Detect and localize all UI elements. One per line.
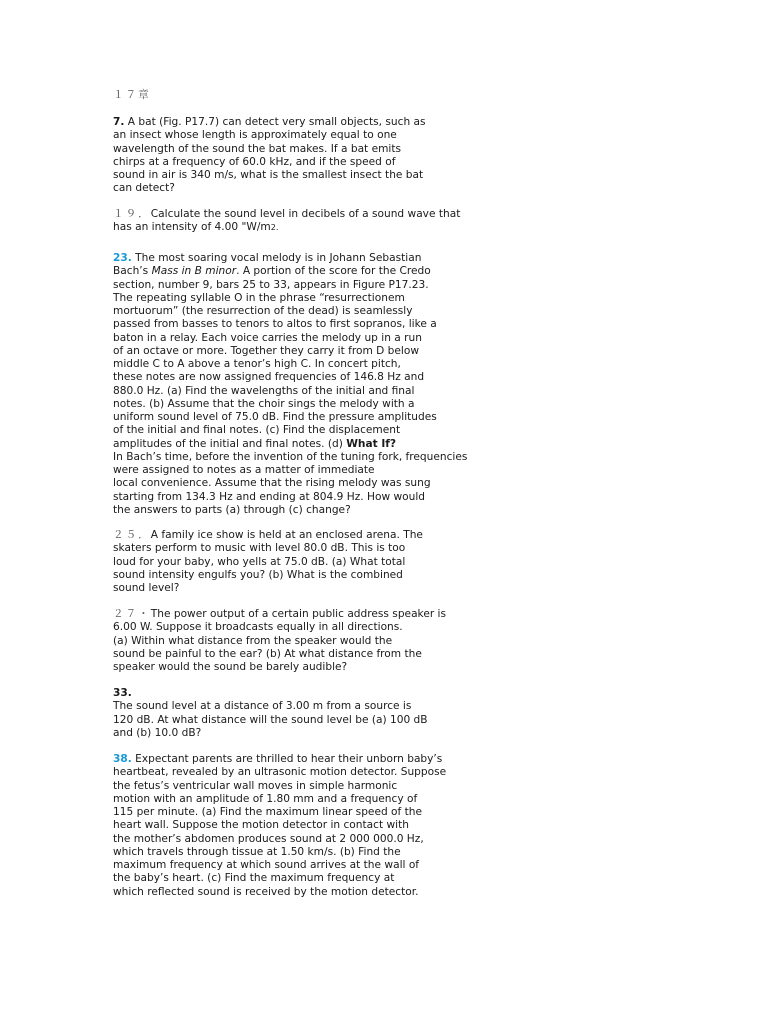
work-title: Mass in B minor bbox=[151, 265, 237, 278]
problem-text-line: local convenience. Assume that the rising melody was sung bbox=[113, 477, 431, 490]
chapter-heading bbox=[113, 89, 151, 102]
problem-number: ２７・ bbox=[113, 608, 151, 620]
problem-number: ２５． bbox=[113, 529, 151, 541]
problem-text-line: heart wall. Suppose the motion detector in contact with bbox=[113, 819, 409, 832]
problem-text-line: uniform sound level of 75.0 dB. Find the pressure amplitudes bbox=[113, 411, 437, 423]
problem-text-line: which reflected sound is received by the motion detector. bbox=[113, 885, 419, 898]
problem-text-line: sound be painful to the ear? (b) At what distance from the bbox=[113, 647, 422, 660]
problem-text-line: heartbeat, revealed by an ultrasonic motion detector. Suppose bbox=[113, 766, 447, 779]
problem-text-line: and (b) 10.0 dB? bbox=[113, 726, 202, 739]
what-if-label: What If? bbox=[346, 437, 397, 450]
problem-text: The most soaring vocal melody is in Johann Sebastian bbox=[131, 252, 422, 264]
problem-19 bbox=[113, 208, 460, 235]
problem-text-line: mortuorum” (the resurrection of the dead) is seamlessly bbox=[113, 305, 413, 317]
problem-25 bbox=[113, 529, 423, 595]
problem-19-line-1 bbox=[113, 208, 460, 221]
problem-text-line: 115 per minute. (a) Find the maximum linear speed of the bbox=[113, 806, 423, 818]
problem-text-line: baton in a relay. Each voice carries the melody up in a run bbox=[113, 331, 422, 344]
problem-text-line: The repeating syllable O in the phrase “resurrectionem bbox=[113, 291, 405, 304]
problem-number: １９． bbox=[113, 208, 151, 220]
problem-25-line-1 bbox=[113, 529, 423, 542]
problem-text-line: of the initial and final notes. (c) Find the displacement bbox=[113, 424, 401, 437]
problem-23 bbox=[113, 252, 467, 517]
problem-number: 23. bbox=[113, 252, 132, 264]
chapter-label: １７章 bbox=[113, 89, 151, 101]
problem-text-line: starting from 134.3 Hz and ending at 804.9 Hz. How would bbox=[113, 490, 426, 503]
problem-23-line-2 bbox=[113, 265, 467, 278]
problem-text-line: section, number 9, bars 25 to 33, appears in Figure P17.23. bbox=[113, 278, 429, 291]
problem-23-what-if-line bbox=[113, 438, 467, 451]
problem-text: has an intensity of 4.00 "W/m bbox=[113, 221, 271, 234]
problem-23-line-1 bbox=[113, 252, 467, 265]
problem-text-line: these notes are now assigned frequencies of 146.8 Hz and bbox=[113, 371, 425, 384]
problem-text-line: (a) Within what distance from the speaker would the bbox=[113, 634, 393, 647]
problem-text: Expectant parents are thrilled to hear their unborn baby’s bbox=[131, 753, 443, 765]
problem-19-line-2 bbox=[113, 221, 460, 234]
problem-text: Calculate the sound level in decibels of a sound wave that bbox=[150, 208, 461, 220]
problem-text: amplitudes of the initial and final notes. (d) bbox=[113, 437, 347, 450]
problem-text: Bach’s bbox=[113, 265, 152, 278]
problem-38 bbox=[113, 753, 446, 899]
problem-number: 7. bbox=[113, 116, 125, 128]
problem-text: A family ice show is held at an enclosed arena. The bbox=[150, 529, 423, 541]
problem-number: 33. bbox=[113, 687, 132, 699]
problem-text-line: sound level? bbox=[113, 582, 180, 594]
problem-text-line: The sound level at a distance of 3.00 m from a source is bbox=[113, 700, 412, 713]
problem-text-line: maximum frequency at which sound arrives at the wall of bbox=[113, 859, 420, 871]
problem-text-line: wavelength of the sound the bat makes. If a bat emits bbox=[113, 142, 402, 155]
problem-text-line: sound in air is 340 m/s, what is the smallest insect the bat bbox=[113, 169, 424, 181]
problem-text-line: skaters perform to music with level 80.0 dB. This is too bbox=[113, 542, 406, 555]
problem-text-line: chirps at a frequency of 60.0 kHz, and if the speed of bbox=[113, 155, 396, 168]
problem-7-line-1 bbox=[113, 116, 426, 129]
problem-text-line: of an octave or more. Together they carry it from D below bbox=[113, 344, 419, 357]
problem-text-line: the mother’s abdomen produces sound at 2 000 000.0 Hz, bbox=[113, 832, 424, 845]
problem-text-line: were assigned to notes as a matter of immediate bbox=[113, 464, 375, 476]
problem-27 bbox=[113, 608, 446, 674]
problem-text-line: can detect? bbox=[113, 182, 175, 195]
problem-33 bbox=[113, 687, 428, 740]
problem-text-line: middle C to A above a tenor’s high C. In concert pitch, bbox=[113, 358, 401, 370]
problem-text: A bat (Fig. P17.7) can detect very small objects, such as bbox=[124, 116, 426, 128]
problem-text-line: sound intensity engulfs you? (b) What is the combined bbox=[113, 568, 403, 581]
problem-27-line-1 bbox=[113, 608, 446, 621]
problem-text-line: motion with an amplitude of 1.80 mm and a frequency of bbox=[113, 792, 418, 805]
problem-text-line: an insect whose length is approximately equal to one bbox=[113, 129, 397, 142]
problem-text-line: speaker would the sound be barely audible? bbox=[113, 661, 348, 673]
problem-text-line: which travels through tissue at 1.50 km/s. (b) Find the bbox=[113, 845, 401, 858]
problem-text-line: passed from basses to tenors to altos to first sopranos, like a bbox=[113, 318, 437, 331]
problem-text-line: the baby’s heart. (c) Find the maximum frequency at bbox=[113, 872, 395, 885]
problem-text: . A portion of the score for the Credo bbox=[236, 265, 431, 278]
problem-7 bbox=[113, 116, 426, 196]
problem-number: 38. bbox=[113, 753, 132, 765]
problem-text-line: the fetus’s ventricular wall moves in simple harmonic bbox=[113, 779, 398, 792]
problem-text-line: 6.00 W. Suppose it broadcasts equally in all directions. bbox=[113, 621, 403, 634]
problem-text-line: In Bach’s time, before the invention of the tuning fork, frequencies bbox=[113, 450, 468, 463]
unit-suffix: 2. bbox=[270, 223, 279, 233]
problem-text-line: notes. (b) Assume that the choir sings the melody with a bbox=[113, 397, 415, 410]
problem-text: The power output of a certain public address speaker is bbox=[150, 608, 447, 620]
problem-38-line-1 bbox=[113, 753, 446, 766]
problem-text-line: the answers to parts (a) through (c) change? bbox=[113, 503, 351, 516]
problem-text-line: loud for your baby, who yells at 75.0 dB. (a) What total bbox=[113, 555, 406, 568]
problem-text-line: 880.0 Hz. (a) Find the wavelengths of the initial and final bbox=[113, 384, 415, 397]
problem-text-line: 120 dB. At what distance will the sound level be (a) 100 dB bbox=[113, 713, 428, 726]
